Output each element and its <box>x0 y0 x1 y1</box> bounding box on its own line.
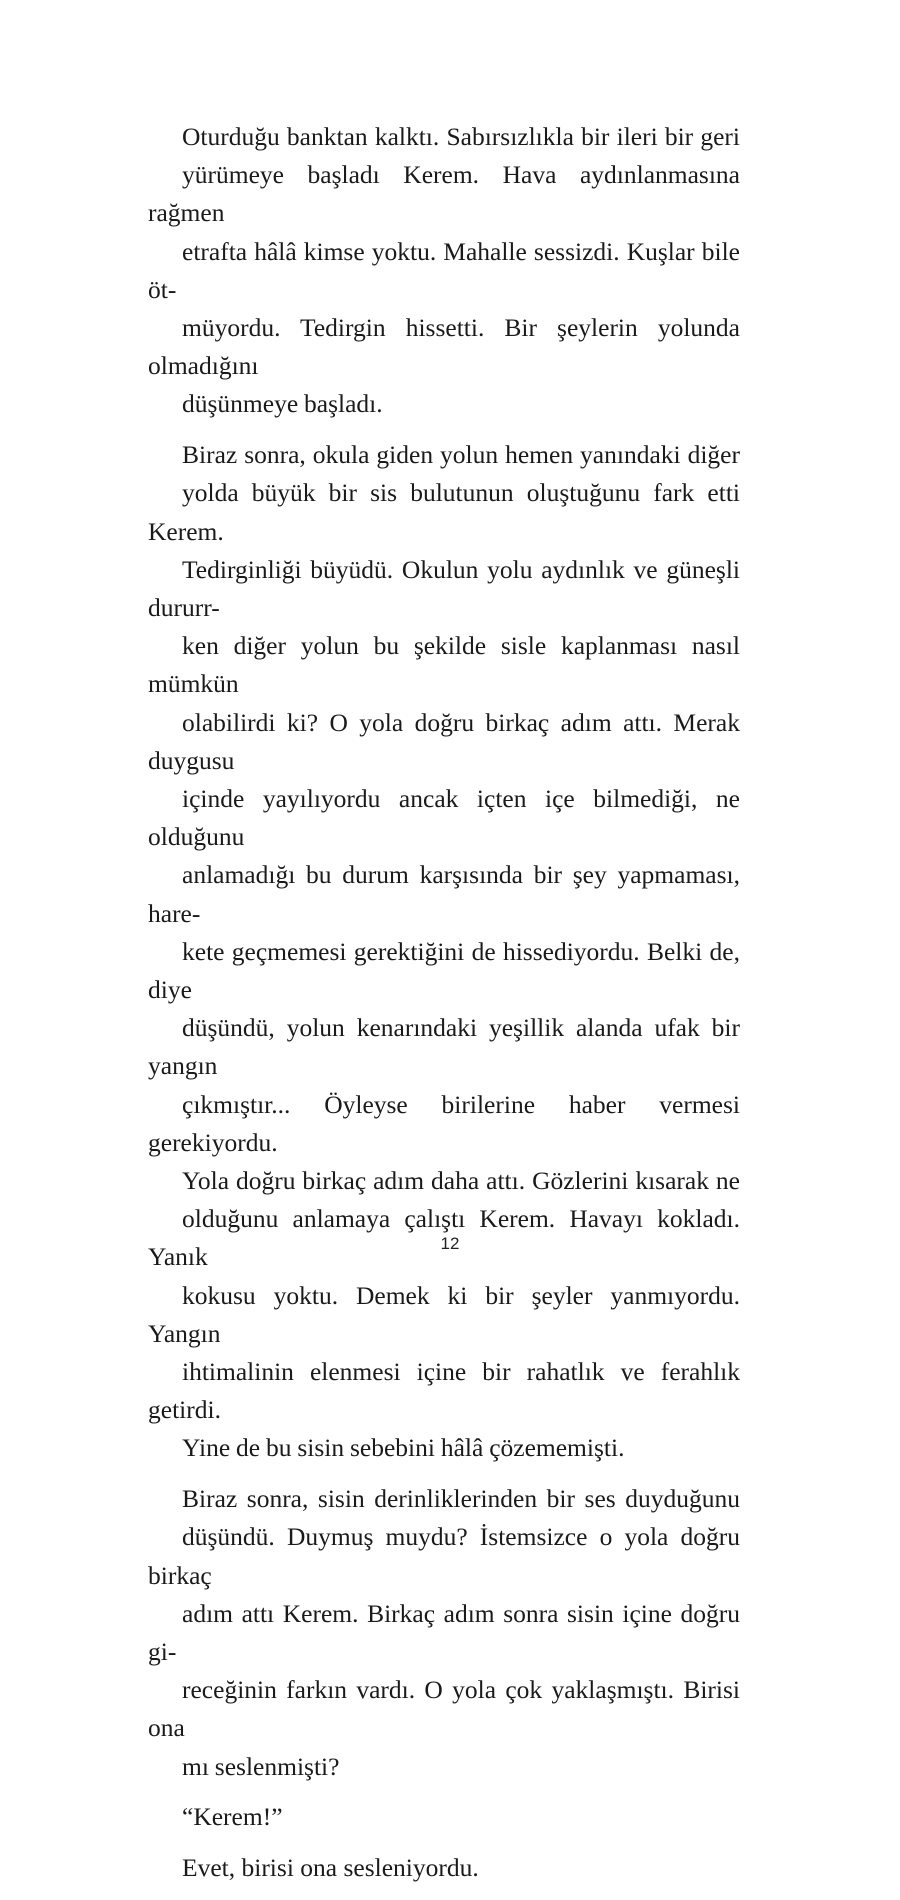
paragraph-3 <box>148 1480 740 1786</box>
text-line: ken diğer yolun bu şekilde sisle kaplanması nasıl mümkün <box>148 631 740 699</box>
text-line: düşündü. Duymuş muydu? İstemsizce o yola doğru birkaç <box>148 1522 740 1590</box>
text-line: ihtimalinin elenmesi içine bir rahatlık ve ferahlık getirdi. <box>148 1357 740 1425</box>
text-line: olabilirdi ki? O yola doğru birkaç adım attı. Merak duygusu <box>148 707 740 775</box>
paragraph-5 <box>148 1849 740 1887</box>
paragraph-dialogue <box>148 1798 740 1836</box>
text-line: Tedirginliği büyüdü. Okulun yolu aydınlık ve güneşli dururr- <box>148 554 740 622</box>
text-line: etrafta hâlâ kimse yoktu. Mahalle sessizdi. Kuşlar bile öt- <box>148 236 740 304</box>
text-line: kete geçmemesi gerektiğini de hissediyordu. Belki de, diye <box>148 936 740 1004</box>
text-line: Yola doğru birkaç adım daha attı. Gözlerini kısarak ne <box>182 1165 740 1195</box>
text-line: adım attı Kerem. Birkaç adım sonra sisin içine doğru gi- <box>148 1598 740 1666</box>
text-line: Biraz sonra, sisin derinliklerinden bir ses duyduğunu <box>182 1484 740 1514</box>
text-line: yürümeye başladı Kerem. Hava aydınlanmasına rağmen <box>148 160 740 228</box>
text-line: receğinin farkın vardı. O yola çok yaklaşmıştı. Birisi ona <box>148 1675 740 1743</box>
text-line: düşünmeye başladı. <box>182 389 383 419</box>
text-line: düşündü, yolun kenarındaki yeşillik alanda ufak bir yangın <box>148 1013 740 1081</box>
text-line: mı seslenmişti? <box>182 1751 340 1781</box>
text-line: anlamadığı bu durum karşısında bir şey yapmaması, hare- <box>148 860 740 928</box>
text-line: Oturduğu banktan kalktı. Sabırsızlıkla bir ileri bir geri <box>182 122 740 151</box>
body-text <box>148 118 740 1900</box>
text-line: çıkmıştır... Öyleyse birilerine haber vermesi gerekiyordu. <box>148 1089 740 1157</box>
paragraph-1 <box>148 118 740 424</box>
text-line: yolda büyük bir sis bulutunun oluştuğunu fark etti Kerem. <box>148 478 740 546</box>
text-line: içinde yayılıyordu ancak içten içe bilmediği, ne olduğunu <box>148 783 740 852</box>
text-line: Evet, birisi ona sesleniyordu. <box>182 1852 479 1882</box>
dialogue-line: “Kerem!” <box>182 1802 283 1832</box>
text-line: olduğunu anlamaya çalıştı Kerem. Havayı kokladı. Yanık <box>148 1204 740 1272</box>
text-line: Yine de bu sisin sebebini hâlâ çözememişti. <box>182 1433 625 1463</box>
paragraph-2 <box>148 436 740 1467</box>
text-line: kokusu yoktu. Demek ki bir şeyler yanmıyordu. Yangın <box>148 1280 740 1348</box>
text-line: Biraz sonra, okula giden yolun hemen yanındaki diğer <box>182 440 740 470</box>
text-line: müyordu. Tedirgin hissetti. Bir şeylerin yolunda olmadığını <box>148 313 740 381</box>
page-number: 12 <box>440 1234 460 1253</box>
